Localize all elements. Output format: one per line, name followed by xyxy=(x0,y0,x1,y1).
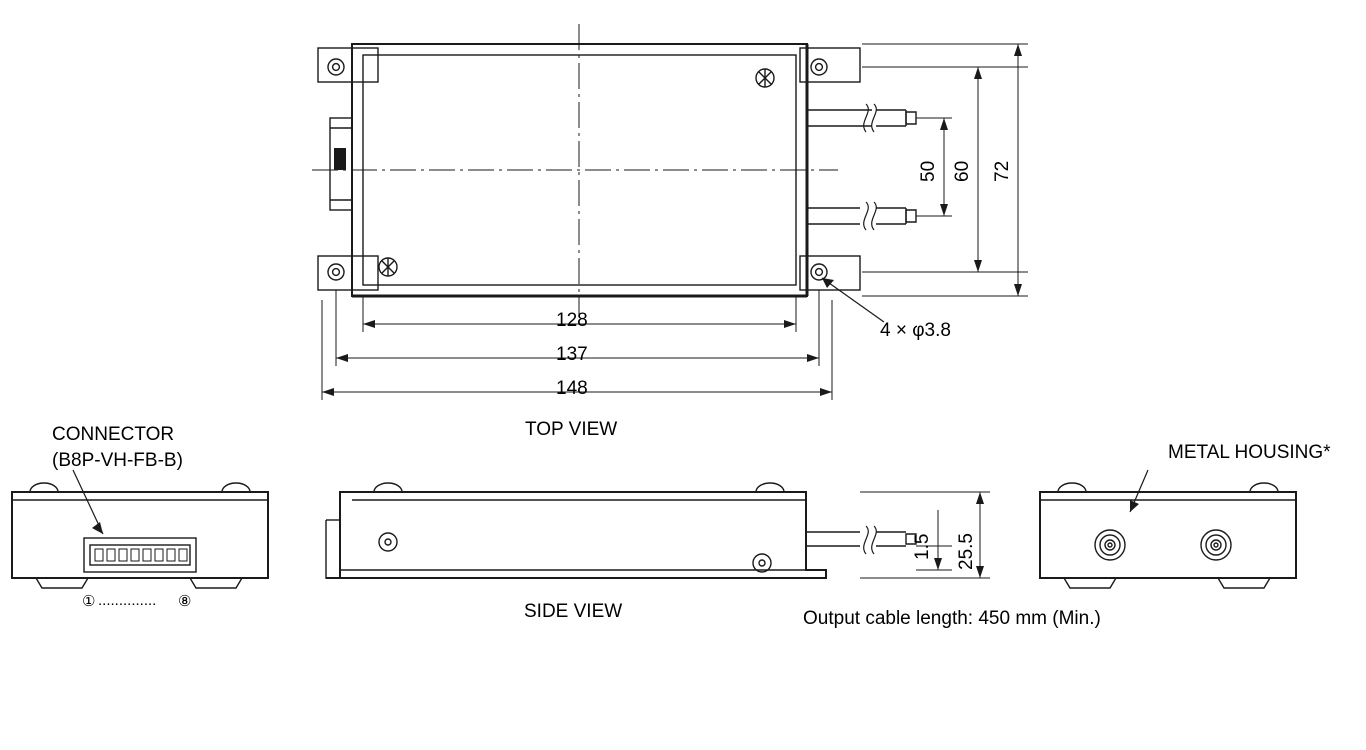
pin-first-label: ① xyxy=(82,593,96,610)
dim-148: 148 xyxy=(556,378,588,399)
side-view-label: SIDE VIEW xyxy=(524,601,623,622)
front-view xyxy=(12,470,268,588)
end-view xyxy=(1040,470,1296,588)
dim-128: 128 xyxy=(556,310,588,331)
connector-label-line1: CONNECTOR xyxy=(52,424,175,445)
top-view-cable-lower xyxy=(807,202,916,230)
side-view xyxy=(326,483,990,578)
hole-callout-leader xyxy=(822,278,884,322)
dim-25p5: 25.5 xyxy=(956,533,977,570)
metal-housing-label: METAL HOUSING* xyxy=(1168,442,1331,463)
pin-dots-label: .............. xyxy=(98,592,157,609)
top-view-mounting-tabs xyxy=(318,48,860,290)
top-view-screws xyxy=(379,69,774,276)
dim-1p5: 1.5 xyxy=(912,533,933,560)
dim-60: 60 xyxy=(952,160,973,182)
dim-72: 72 xyxy=(992,160,1013,182)
top-view-centerlines xyxy=(312,24,838,316)
top-view-connector-block xyxy=(330,118,352,210)
top-view-cable-upper xyxy=(807,104,916,132)
connector-label-line2: (B8P-VH-FB-B) xyxy=(52,450,183,471)
dim-137: 137 xyxy=(556,344,588,365)
hole-callout-label: 4 × φ3.8 xyxy=(880,320,951,341)
pin-last-label: ⑧ xyxy=(178,593,192,610)
cable-length-note: Output cable length: 450 mm (Min.) xyxy=(803,608,1101,629)
top-view-label: TOP VIEW xyxy=(525,419,618,440)
dim-50: 50 xyxy=(918,160,939,182)
